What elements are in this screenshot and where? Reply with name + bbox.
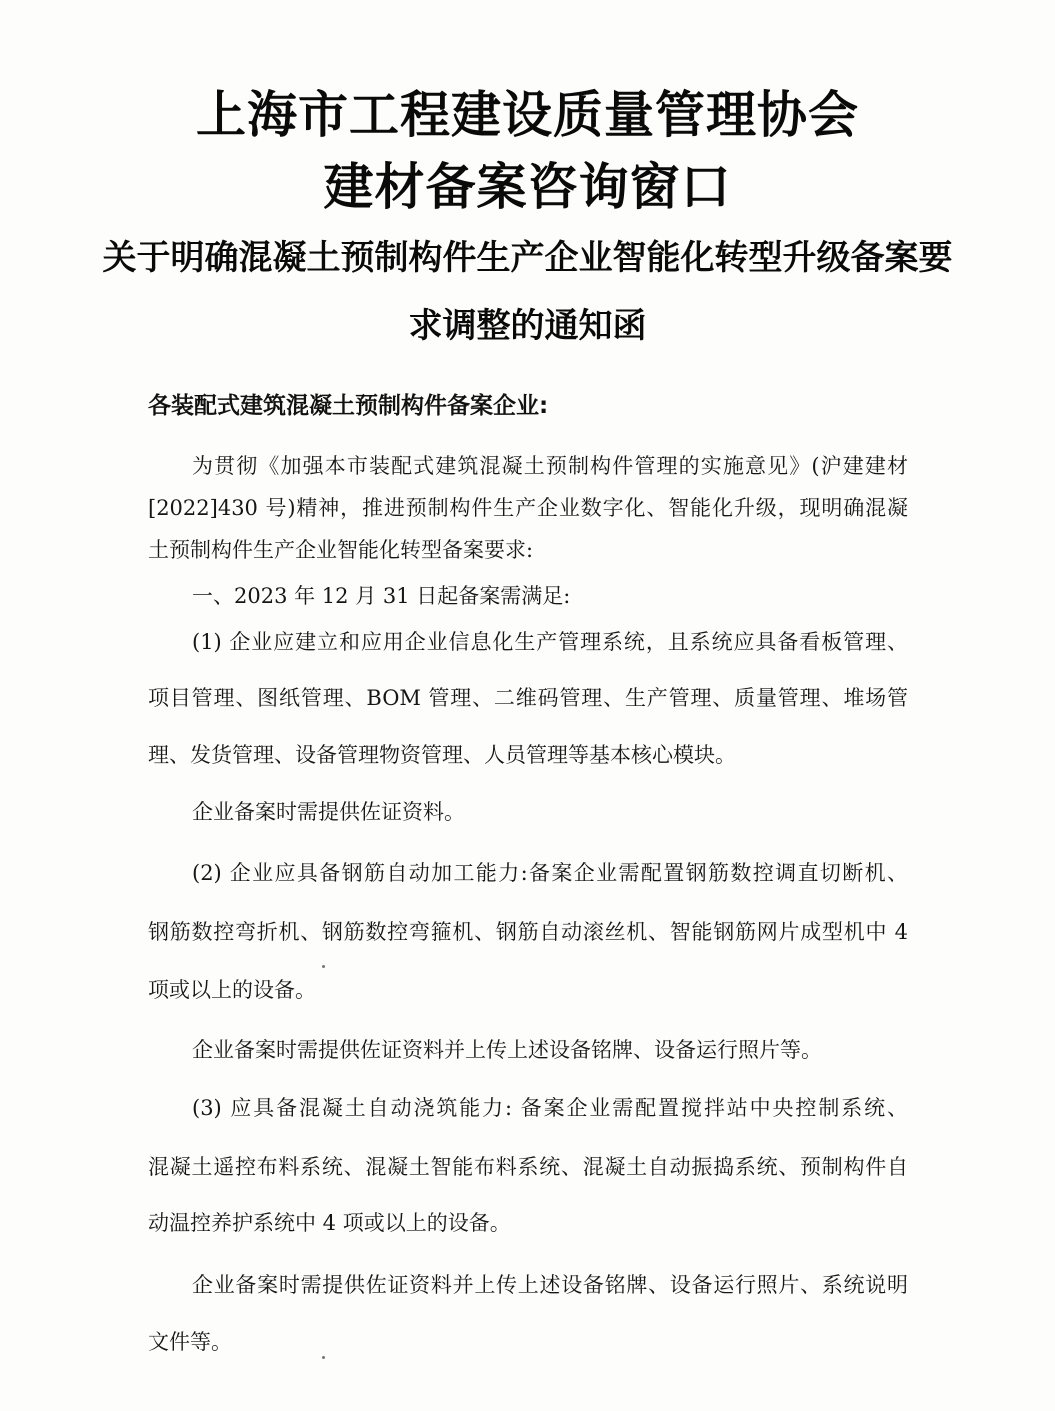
intro-line-2: [2022]430 号)精神，推进预制构件生产企业数字化、智能化升级，现明确混凝 [148, 496, 908, 520]
item-2-line-1: (2) 企业应具备钢筋自动加工能力:备案企业需配置钢筋数控调直切断机、 [192, 861, 908, 885]
item-1-line-3: 理、发货管理、设备管理物资管理、人员管理等基本核心模块。 [148, 743, 736, 767]
item-3-line-3: 动温控养护系统中 4 项或以上的设备。 [148, 1211, 511, 1235]
salutation: 各装配式建筑混凝土预制构件备案企业: [148, 393, 549, 419]
organization-name: 上海市工程建设质量管理协会 [196, 86, 859, 144]
item-3-line-2: 混凝土遥控布料系统、混凝土智能布料系统、混凝土自动振捣系统、预制构件自 [148, 1155, 908, 1179]
item-2-line-3: 项或以上的设备。 [148, 978, 316, 1002]
notice-title-line-1: 关于明确混凝土预制构件生产企业智能化转型升级备案要 [102, 238, 953, 278]
item-2-line-2: 钢筋数控弯折机、钢筋数控弯箍机、钢筋自动滚丝机、智能钢筋网片成型机中 4 [148, 920, 908, 944]
consultation-window-name: 建材备案咨询窗口 [323, 158, 732, 216]
item-1-line-2: 项目管理、图纸管理、BOM 管理、二维码管理、生产管理、质量管理、堆场管 [148, 686, 908, 710]
intro-line-1: 为贯彻《加强本市装配式建筑混凝土预制构件管理的实施意见》(沪建建材 [192, 454, 908, 478]
section-1-heading: 一、2023 年 12 月 31 日起备案需满足: [192, 584, 571, 608]
item-3-note-line-1: 企业备案时需提供佐证资料并上传上述设备铭牌、设备运行照片、系统说明 [192, 1273, 908, 1297]
item-1-note: 企业备案时需提供佐证资料。 [192, 800, 465, 824]
scan-speck [322, 1356, 325, 1359]
item-1-line-1: (1) 企业应建立和应用企业信息化生产管理系统，且系统应具备看板管理、 [192, 630, 908, 654]
item-2-note: 企业备案时需提供佐证资料并上传上述设备铭牌、设备运行照片等。 [192, 1038, 822, 1062]
item-3-note-line-2: 文件等。 [148, 1330, 232, 1354]
item-3-line-1: (3) 应具备混凝土自动浇筑能力: 备案企业需配置搅拌站中央控制系统、 [192, 1096, 908, 1120]
scan-speck [322, 965, 325, 968]
notice-title-line-2: 求调整的通知函 [408, 306, 647, 346]
intro-line-3: 土预制构件生产企业智能化转型备案要求: [148, 538, 534, 562]
